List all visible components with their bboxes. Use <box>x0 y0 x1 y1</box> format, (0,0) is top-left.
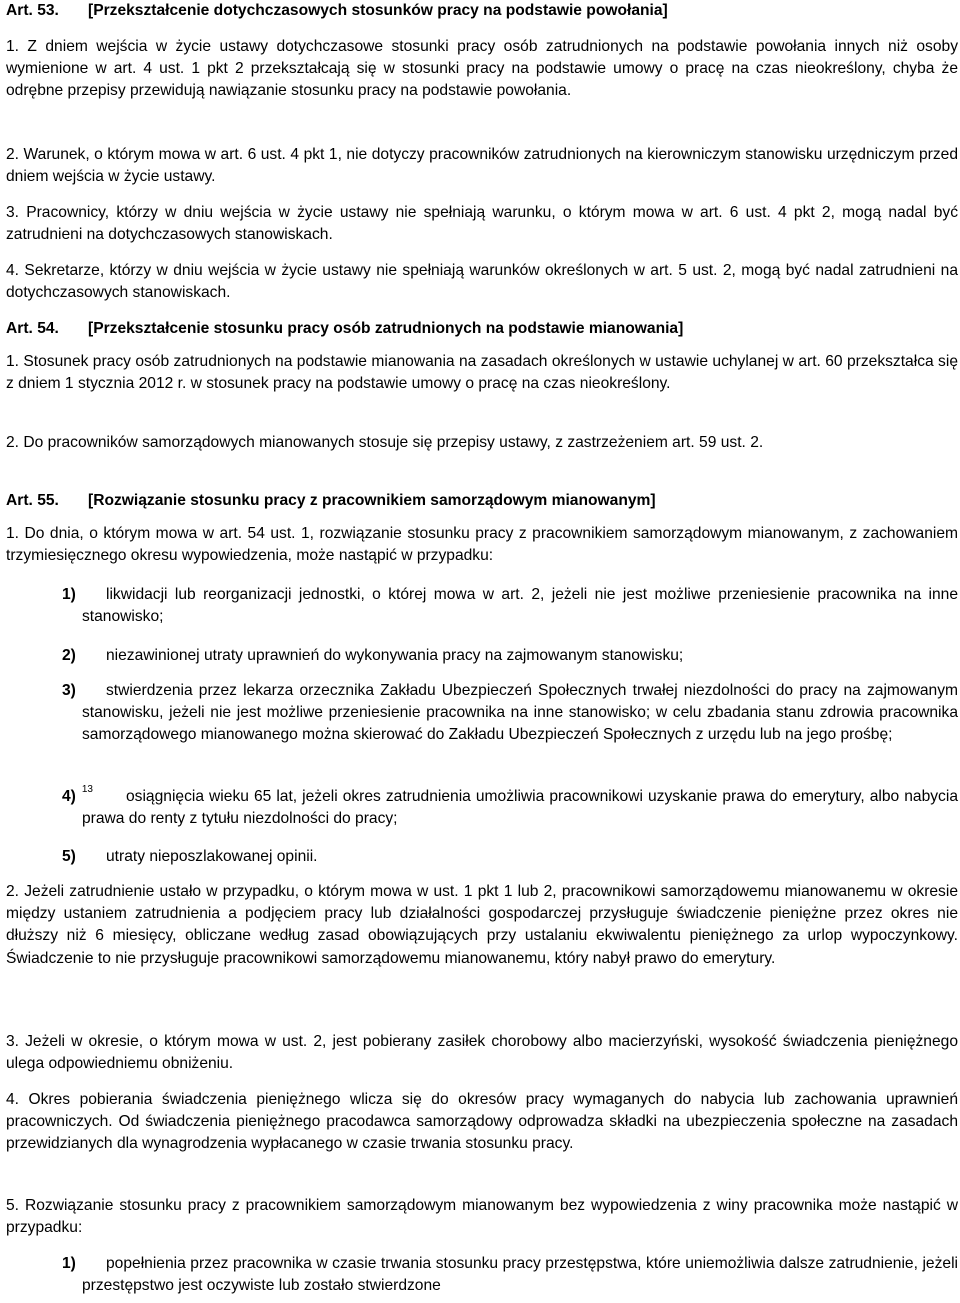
art53-paragraph-3: 3. Pracownicy, którzy w dniu wejścia w życie ustawy nie spełniają warunku, o którym mowa w art. 6 ust. 4 pkt 2, mogą nadal być zatrudnieni na dotychczasowych stanowiskach. <box>6 204 958 244</box>
art55-paragraph-5: 5. Rozwiązanie stosunku pracy z pracownikiem samorządowym mianowanym bez wypowiedzenia z winy pracownika może nastąpić w przypadku: <box>6 1197 958 1237</box>
article-54-heading <box>6 318 958 340</box>
article-number: Art. 53. <box>6 2 59 19</box>
art54-paragraph-1: 1. Stosunek pracy osób zatrudnionych na podstawie mianowania na zasadach określonych w ustawie uchylanej w art. 60 przekształca się z dniem 1 stycznia 2012 r. w stosunek pracy na podstawie umowy o pracę na czas nieokreślony. <box>6 353 958 393</box>
article-number: Art. 55. <box>6 492 59 509</box>
list-item <box>62 584 958 628</box>
article-title: [Przekształcenie stosunku pracy osób zatrudnionych na podstawie mianowania] <box>88 320 684 337</box>
art55-paragraph-2: 2. Jeżeli zatrudnienie ustało w przypadku, o którym mowa w ust. 1 pkt 1 lub 2, pracownikowi samorządowemu mianowanemu w okresie między ustaniem zatrudnienia a podjęciem pracy lub działalności gospodarczej przysługuje świadczenie pieniężne przez okres nie dłuższy niż 6 miesięcy, obliczane według zasad obowiązujących przy ustalaniu ekwiwalentu pieniężnego za urlop wypoczynkowy. Świadczenie to nie przysługuje pracownikowi samorządowemu mianowanemu, który nabył prawo do emerytury. <box>6 883 958 967</box>
list-item <box>62 1253 958 1297</box>
list-item-number: 3) <box>62 682 76 699</box>
list-item-text: stwierdzenia przez lekarza orzecznika Zakładu Ubezpieczeń Społecznych trwałej niezdolności do pracy na zajmowanym stanowisku, jeżeli nie jest możliwe przeniesienie pracownika na inne stanowisko; w celu zbadania stanu zdrowia pracownika samorządowego mianowanego można skierować do Zakładu Ubezpieczeń Społecznych z urzędu lub na jego prośbę; <box>82 682 958 744</box>
art53-paragraph-4: 4. Sekretarze, którzy w dniu wejścia w życie ustawy nie spełniają warunków określonych w art. 5 ust. 2, mogą być nadal zatrudnieni na dotychczasowych stanowiskach. <box>6 262 958 302</box>
list-item-text: popełnienia przez pracownika w czasie trwania stosunku pracy przestępstwa, które uniemożliwia dalsze zatrudnienie, jeżeli przestępstwo jest oczywiste lub zostało stwierdzone <box>82 1255 958 1295</box>
list-item <box>62 786 958 830</box>
article-53-heading <box>6 0 958 22</box>
list-item-number: 1) <box>62 586 76 603</box>
list-item-number: 5) <box>62 848 76 865</box>
article-55-heading <box>6 490 958 512</box>
art53-paragraph-1: 1. Z dniem wejścia w życie ustawy dotychczasowe stosunki pracy osób zatrudnionych na podstawie powołania innych niż osoby wymienione w art. 4 ust. 1 pkt 2 przekształcają się w stosunki pracy na podstawie umowy o pracę na czas nieokreślony, chyba że odrębne przepisy przewidują nawiązanie stosunku pracy na podstawie powołania. <box>6 38 958 100</box>
list-item <box>62 846 958 868</box>
article-title: [Rozwiązanie stosunku pracy z pracownikiem samorządowym mianowanym] <box>88 492 656 509</box>
list-item-text: niezawinionej utraty uprawnień do wykonywania pracy na zajmowanym stanowisku; <box>106 647 684 664</box>
list-item-text: utraty nieposzlakowanej opinii. <box>106 848 318 865</box>
article-number: Art. 54. <box>6 320 59 337</box>
list-item <box>62 680 958 747</box>
article-title: [Przekształcenie dotychczasowych stosunków pracy na podstawie powołania] <box>88 2 668 19</box>
list-item <box>62 645 958 667</box>
art54-paragraph-2: 2. Do pracowników samorządowych mianowanych stosuje się przepisy ustawy, z zastrzeżeniem art. 59 ust. 2. <box>6 434 764 451</box>
list-item-text: likwidacji lub reorganizacji jednostki, o której mowa w art. 2, jeżeli nie jest możliwe przeniesienie pracownika na inne stanowisko; <box>82 586 958 626</box>
art53-paragraph-2: 2. Warunek, o którym mowa w art. 6 ust. 4 pkt 1, nie dotyczy pracowników zatrudnionych na kierowniczym stanowisku urzędniczym przed dniem wejścia w życie ustawy. <box>6 146 958 186</box>
art55-paragraph-1: 1. Do dnia, o którym mowa w art. 54 ust. 1, rozwiązanie stosunku pracy z pracownikiem samorządowym mianowanym, z zachowaniem trzymiesięcznego okresu wypowiedzenia, może nastąpić w przypadku: <box>6 525 958 565</box>
list-item-number: 1) <box>62 1255 76 1272</box>
list-item-text: osiągnięcia wieku 65 lat, jeżeli okres zatrudnienia umożliwia pracownikowi uzyskanie prawa do emerytury, albo nabycia prawa do renty z tytułu niezdolności do pracy; <box>82 788 958 828</box>
art55-paragraph-4: 4. Okres pobierania świadczenia pieniężnego wlicza się do okresów pracy wymaganych do nabycia lub zachowania uprawnień pracowniczych. Od świadczenia pieniężnego pracodawca samorządowy odprowadza składki na ubezpieczenia społeczne na zasadach przewidzianych dla wynagrodzenia wypłacanego w czasie trwania stosunku pracy. <box>6 1091 958 1153</box>
art55-paragraph-3: 3. Jeżeli w okresie, o którym mowa w ust. 2, jest pobierany zasiłek chorobowy albo macierzyński, wysokość świadczenia pieniężnego ulega odpowiedniemu obniżeniu. <box>6 1033 958 1073</box>
footnote-reference: 13 <box>81 784 93 795</box>
list-item-number: 2) <box>62 647 76 664</box>
list-item-number: 4) $^{13}$ <box>62 784 93 805</box>
